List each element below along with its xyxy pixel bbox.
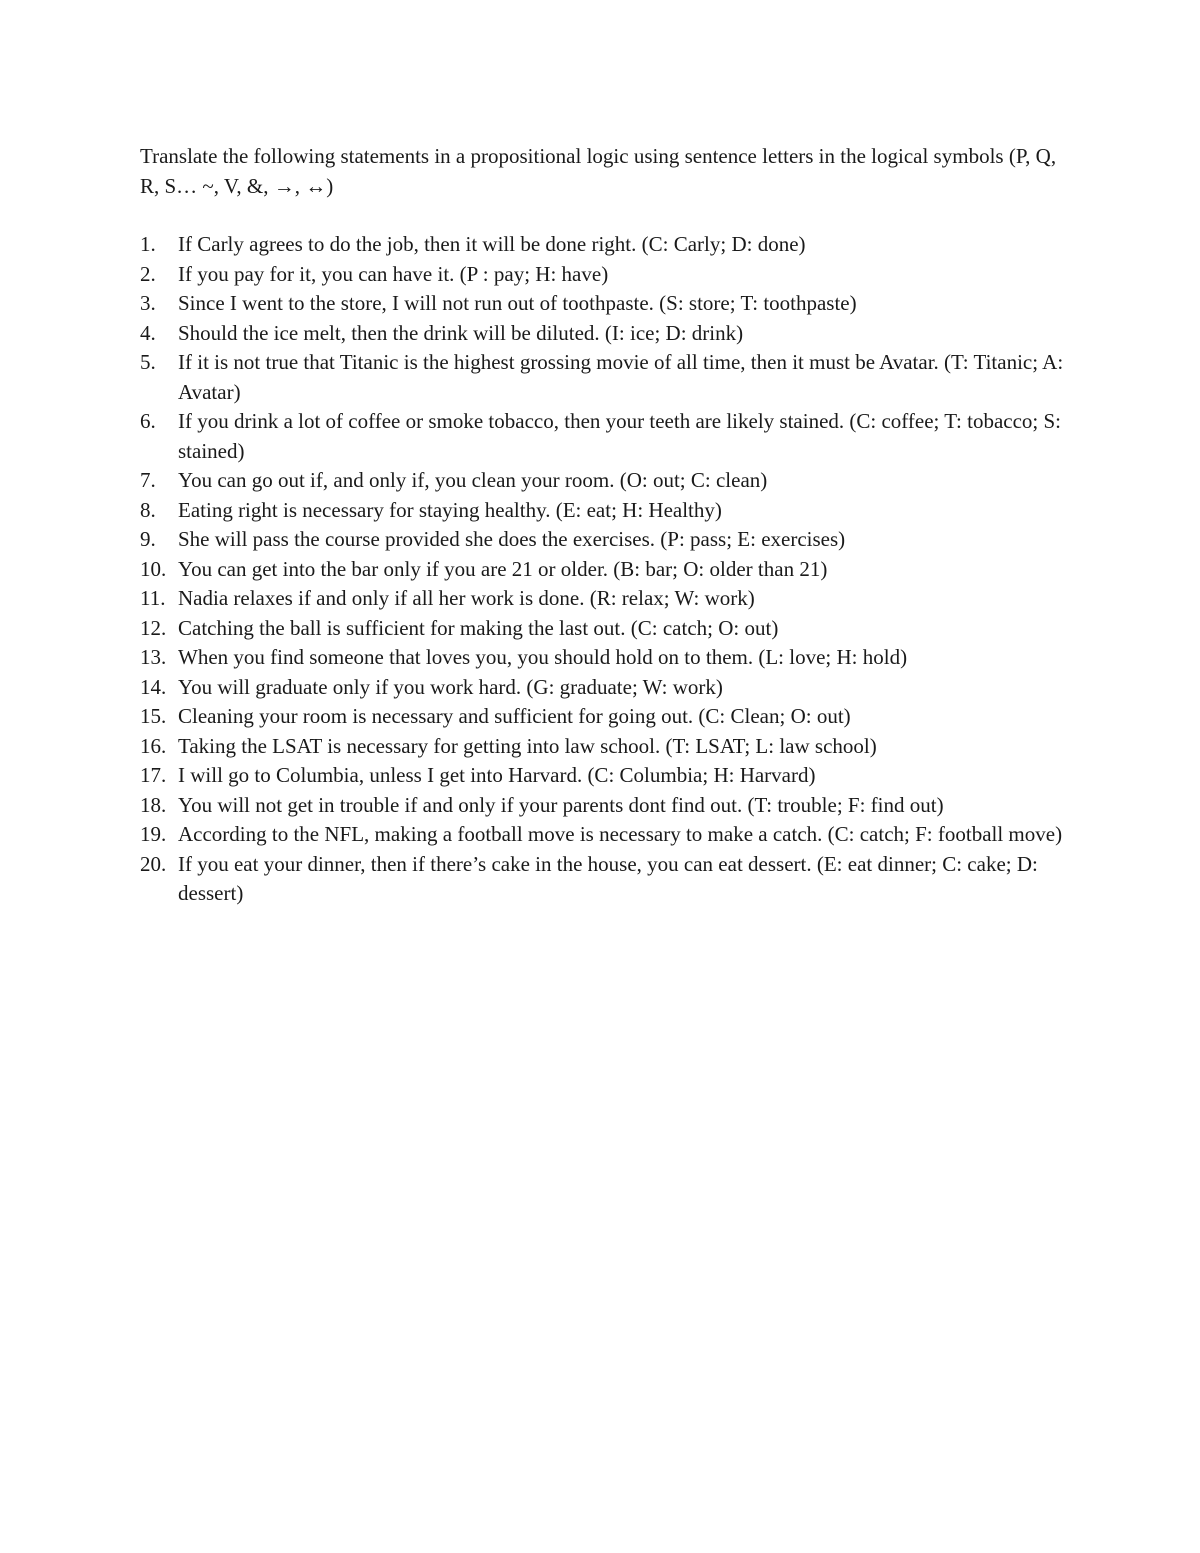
item-number: 1. [140, 232, 156, 256]
item-number: 7. [140, 468, 156, 492]
item-text: If it is not true that Titanic is the highest grossing movie of all time, then it must be Avatar. (T: Titanic; A: Avatar) [178, 350, 1064, 404]
item-number: 16. [140, 733, 167, 758]
item-text: She will pass the course provided she does the exercises. (P: pass; E: exercises) [178, 527, 846, 551]
item-text: If you pay for it, you can have it. (P : pay; H: have) [178, 261, 609, 286]
item-number: 20. [140, 851, 167, 876]
list-item [140, 673, 1070, 703]
item-text: Cleaning your room is necessary and sufficient for going out. (C: Clean; O: out) [178, 704, 851, 728]
list-item [140, 319, 1070, 349]
list-item [140, 230, 1070, 260]
list-item [140, 407, 1070, 466]
list-item [140, 496, 1070, 526]
item-number: 14. [140, 674, 167, 699]
list-item [140, 732, 1070, 762]
item-number: 10. [140, 556, 167, 581]
list-item [140, 643, 1070, 673]
item-text: You will not get in trouble if and only if your parents dont find out. (T: trouble; F: find out) [178, 792, 944, 817]
item-number: 12. [140, 615, 167, 640]
item-text: When you find someone that loves you, you should hold on to them. (L: love; H: hold) [178, 645, 908, 669]
item-number: 8. [140, 497, 156, 522]
item-number: 19. [140, 822, 167, 846]
list-item [140, 289, 1070, 319]
question-list [140, 230, 1070, 909]
item-text: Since I went to the store, I will not run out of toothpaste. (S: store; T: toothpaste) [178, 291, 857, 315]
list-item [140, 584, 1070, 614]
item-text: You can go out if, and only if, you clean your room. (O: out; C: clean) [178, 468, 768, 492]
item-text: If you eat your dinner, then if there’s cake in the house, you can eat dessert. (E: eat dinner; C: cake; D: dessert) [178, 851, 1038, 905]
item-text: If you drink a lot of coffee or smoke tobacco, then your teeth are likely stained. (C: coffee; T: tobacco; S: stained) [178, 409, 1062, 463]
list-item [140, 260, 1070, 290]
item-number: 18. [140, 792, 167, 817]
item-text: Eating right is necessary for staying healthy. (E: eat; H: Healthy) [178, 497, 722, 522]
list-item [140, 820, 1070, 850]
item-text: Nadia relaxes if and only if all her work is done. (R: relax; W: work) [178, 586, 755, 610]
item-text: I will go to Columbia, unless I get into Harvard. (C: Columbia; H: Harvard) [178, 763, 816, 787]
list-item [140, 850, 1070, 909]
item-number: 3. [140, 291, 156, 315]
list-item [140, 761, 1070, 791]
item-number: 6. [140, 409, 156, 433]
list-item [140, 525, 1070, 555]
item-text: Taking the LSAT is necessary for getting into law school. (T: LSAT; L: law school) [178, 733, 877, 758]
list-item [140, 614, 1070, 644]
item-number: 4. [140, 320, 156, 345]
item-text: You can get into the bar only if you are 21 or older. (B: bar; O: older than 21) [178, 556, 828, 581]
list-item [140, 555, 1070, 585]
item-text: You will graduate only if you work hard. (G: graduate; W: work) [178, 674, 723, 699]
item-number: 2. [140, 261, 156, 286]
item-text: If Carly agrees to do the job, then it will be done right. (C: Carly; D: done) [178, 232, 806, 256]
list-item [140, 348, 1070, 407]
item-number: 17. [140, 763, 167, 787]
item-number: 9. [140, 527, 156, 551]
document-body [140, 142, 1070, 909]
item-number: 15. [140, 704, 167, 728]
list-item [140, 466, 1070, 496]
item-text: Should the ice melt, then the drink will be diluted. (I: ice; D: drink) [178, 320, 744, 345]
item-number: 11. [140, 586, 166, 610]
item-number: 13. [140, 645, 167, 669]
item-text: According to the NFL, making a football move is necessary to make a catch. (C: catch; F: football move) [178, 822, 1063, 846]
item-number: 5. [140, 350, 156, 374]
list-item [140, 791, 1070, 821]
instructions-paragraph: Translate the following statements in a propositional logic using sentence letters in the logical symbols (P, Q, R, S… ~, V, &, →, ↔) [140, 144, 1057, 198]
list-item [140, 702, 1070, 732]
item-text: Catching the ball is sufficient for making the last out. (C: catch; O: out) [178, 615, 779, 640]
